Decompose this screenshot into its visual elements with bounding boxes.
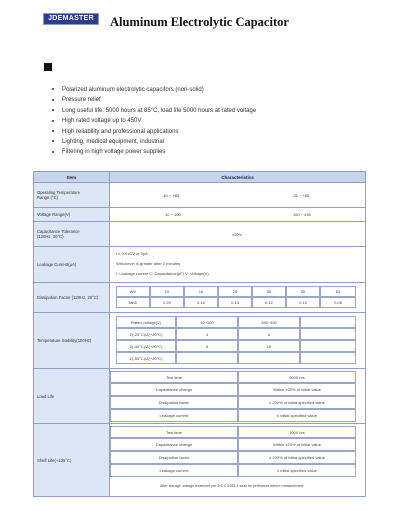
load-life-cell: ≤ initial specified value xyxy=(238,409,356,422)
feature-item: Pressure relief xyxy=(52,95,256,105)
df-cell: 0.08 xyxy=(320,297,356,308)
row-label-leakage-current: Leakage Current(μA) xyxy=(34,247,110,283)
brand-logo: JDEMASTER xyxy=(43,13,99,25)
section-marker-square xyxy=(44,63,52,71)
ts-cell: 8 xyxy=(176,340,238,352)
row-label-shelf-life: Shelf Life(+105°C) xyxy=(34,424,110,496)
load-life-head-cell: Test time xyxy=(110,371,238,383)
df-cell: WV xyxy=(116,286,150,297)
feature-list xyxy=(52,85,256,158)
ts-cell: 6 xyxy=(238,328,300,340)
df-cell: 0.20 xyxy=(150,297,184,308)
voltage-range-high: 160 ~ 450 xyxy=(293,212,311,217)
ts-cell xyxy=(300,316,356,328)
shelf-life-cell: Capacitance change xyxy=(110,438,238,451)
specification-table xyxy=(33,171,366,497)
voltage-range-low: 10 ~ 100 xyxy=(165,212,181,217)
leakage-formula: I ≤ 0.01CV or 3μA xyxy=(116,251,148,256)
shelf-life-cell: Leakage current xyxy=(110,464,238,477)
bullet-dot-icon xyxy=(52,140,54,142)
df-cell: 0.10 xyxy=(286,297,320,308)
column-header-item: Item xyxy=(34,172,110,183)
bullet-dot-icon xyxy=(52,88,54,90)
df-cell: 16 xyxy=(184,286,218,297)
row-shelf-life xyxy=(110,424,365,496)
ts-cell: Rated voltage(V) xyxy=(116,316,176,328)
row-leakage-current xyxy=(110,247,365,283)
shelf-life-head-cell: Test time xyxy=(110,426,238,438)
ts-cell xyxy=(300,352,356,364)
df-cell: 0.12 xyxy=(252,297,286,308)
shelf-life-note: After storage, voltage treatment per JIS C 5101-4 shall be performed before measurement. xyxy=(160,484,305,488)
leakage-condition: Whichever is greater after 2 minutes xyxy=(116,261,181,266)
row-label-voltage-range: Voltage Range(V) xyxy=(34,208,110,222)
ts-cell: Z(-25°C)/Z(+20°C) xyxy=(116,328,176,340)
ts-cell: 10~100 xyxy=(176,316,238,328)
df-cell: 35 xyxy=(252,286,286,297)
ts-cell: Z(-55°C)/Z(+20°C) xyxy=(116,352,176,364)
feature-item: Filtering in high voltage power supplies xyxy=(52,147,256,157)
load-life-cell: ≤ 200% of initial specified value xyxy=(238,396,356,409)
df-cell: 0.14 xyxy=(218,297,252,308)
ts-cell: 160~450 xyxy=(238,316,300,328)
bullet-dot-icon xyxy=(52,99,54,101)
df-cell: 63 xyxy=(320,286,356,297)
row-label-dissipation-factor: Dissipation Factor (120Hz, 20°C) xyxy=(34,283,110,313)
row-voltage-range xyxy=(110,208,365,222)
df-cell: 10 xyxy=(150,286,184,297)
bullet-dot-icon xyxy=(52,109,54,111)
ts-cell: Z(-40°C)/Z(+20°C) xyxy=(116,340,176,352)
ts-cell xyxy=(176,352,238,364)
page-title: Aluminum Electrolytic Capacitor xyxy=(110,15,289,29)
ts-cell: 4 xyxy=(176,328,238,340)
ts-cell: 10 xyxy=(238,340,300,352)
shelf-life-head-cell: 1000 hrs xyxy=(238,426,356,438)
df-cell: 50 xyxy=(286,286,320,297)
feature-item: Long useful life: 5000 hours at 85°C, load life 5000 hours at rated voltage xyxy=(52,106,256,116)
shelf-life-cell: ≤ 200% of initial specified value xyxy=(238,451,356,464)
row-label-load-life: Load Life xyxy=(34,369,110,424)
row-temperature-stability xyxy=(110,313,365,369)
feature-item: Lighting, medical equipment, industrial xyxy=(52,137,256,147)
load-life-cell: Capacitance change xyxy=(110,383,238,396)
feature-item: High reliability and professional applications xyxy=(52,127,256,137)
operating-temp-value-low-voltage: -40 ~ +85 xyxy=(162,193,180,198)
operating-temp-value-high-voltage: -25 ~ +85 xyxy=(292,193,310,198)
row-operating-temperature xyxy=(110,183,365,208)
leakage-legend: I: Leakage current C: Capacitance(μF) V: Voltage(V) xyxy=(116,271,209,276)
load-life-cell: Within ±20% of initial value xyxy=(238,383,356,396)
row-load-life xyxy=(110,369,365,424)
load-life-cell: Leakage current xyxy=(110,409,238,422)
df-cell: tanδ xyxy=(116,297,150,308)
ts-cell xyxy=(300,328,356,340)
row-label-capacitance-tolerance: Capacitance Tolerance (120Hz, 20°C) xyxy=(34,222,110,247)
row-capacitance-tolerance xyxy=(110,222,365,247)
load-life-cell: Dissipation factor xyxy=(110,396,238,409)
bullet-dot-icon xyxy=(52,151,54,153)
ts-cell xyxy=(300,340,356,352)
shelf-life-cell: Dissipation factor xyxy=(110,451,238,464)
bullet-dot-icon xyxy=(52,130,54,132)
column-header-characteristics: Characteristics xyxy=(110,172,365,183)
shelf-life-cell: ≤ initial specified value xyxy=(238,464,356,477)
df-cell: 25 xyxy=(218,286,252,297)
shelf-life-cell: Within ±20% of initial value xyxy=(238,438,356,451)
feature-item: Polarized aluminum electrolytic capacitors (non-solid) xyxy=(52,85,256,95)
capacitance-tolerance-value: ±20% xyxy=(232,232,243,237)
row-label-temperature-stability: Temperature Stability(100Hz) xyxy=(34,313,110,369)
row-label-operating-temperature: Operating Temperature Range (°C) xyxy=(34,183,110,208)
row-dissipation-factor xyxy=(110,283,365,313)
feature-item: High rated voltage up to 450V xyxy=(52,116,256,126)
load-life-head-cell: 5000 hrs xyxy=(238,371,356,383)
df-cell: 0.16 xyxy=(184,297,218,308)
bullet-dot-icon xyxy=(52,120,54,122)
ts-cell xyxy=(238,352,300,364)
